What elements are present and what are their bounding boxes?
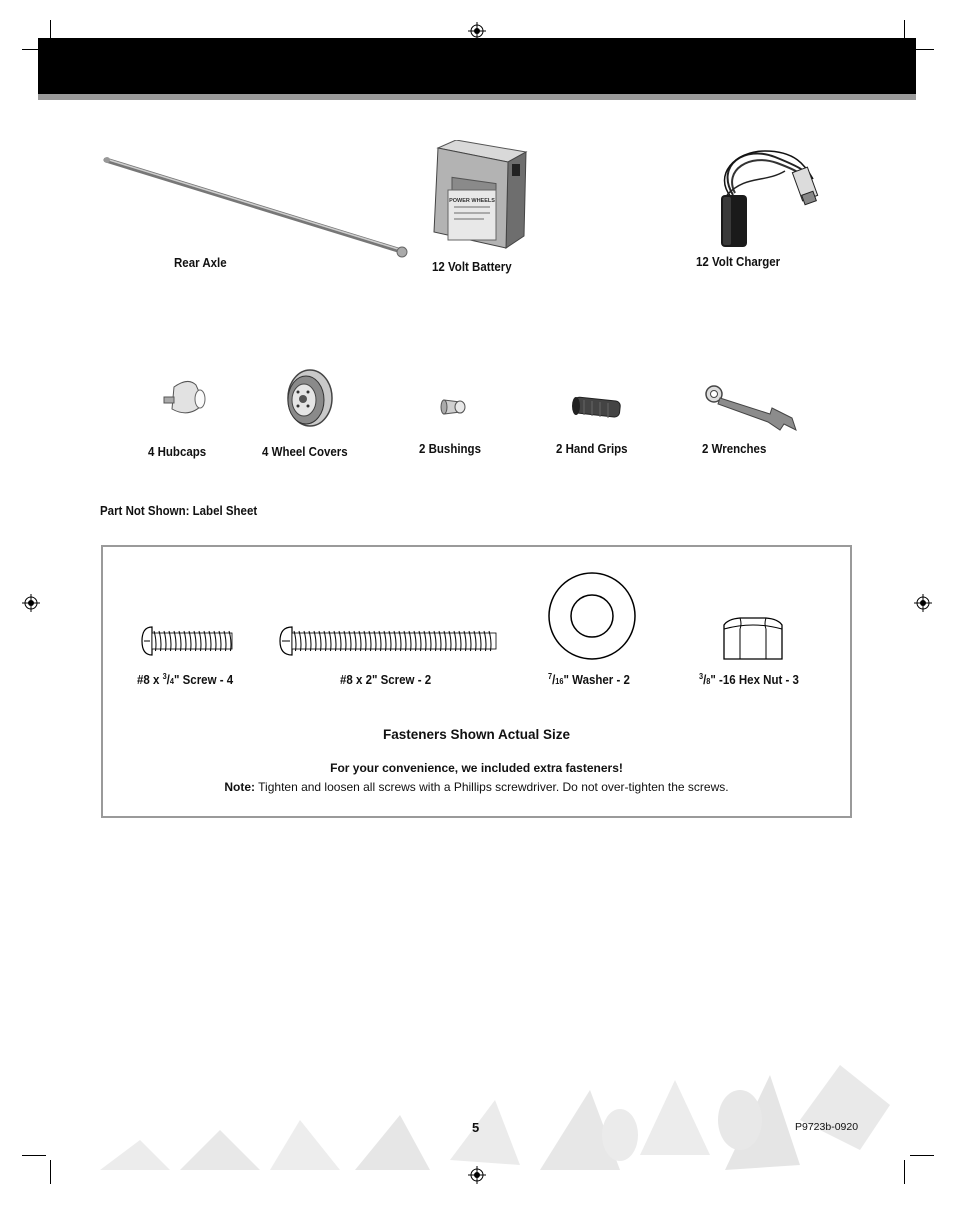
wheel-cover-illustration bbox=[276, 368, 336, 430]
hand-grips-label: 2 Hand Grips bbox=[556, 442, 628, 456]
short-screw-label: #8 x $^3$/4" Screw - 4 bbox=[137, 671, 234, 687]
charger-label: 12 Volt Charger bbox=[696, 255, 781, 269]
note-label: Note: bbox=[224, 780, 256, 794]
bushing-illustration bbox=[438, 394, 470, 420]
hex-nut-illustration bbox=[720, 615, 786, 661]
header-bar-shadow bbox=[38, 94, 916, 100]
wheel-covers-label: 4 Wheel Covers bbox=[262, 445, 348, 459]
battery-label-text: POWER WHEELS bbox=[449, 198, 495, 204]
washer-illustration bbox=[547, 571, 637, 661]
hex-nut-label: $^3$/8" -16 Hex Nut - 3 bbox=[699, 671, 799, 687]
hubcap-illustration bbox=[160, 375, 210, 420]
fasteners-title: Fasteners Shown Actual Size bbox=[382, 727, 571, 742]
short-screw-illustration bbox=[140, 624, 236, 658]
battery-illustration bbox=[428, 140, 528, 250]
part-not-shown-note: Part Not Shown: Label Sheet bbox=[100, 504, 258, 518]
washer-label: $^7$/16" Washer - 2 bbox=[548, 671, 630, 687]
hand-grip-illustration bbox=[568, 392, 624, 424]
long-screw-label: #8 x 2" Screw - 2 bbox=[340, 673, 432, 687]
registration-mark-right bbox=[914, 594, 932, 612]
footer-decorative-pattern bbox=[100, 1060, 916, 1170]
bushings-label: 2 Bushings bbox=[419, 442, 481, 456]
battery-label: 12 Volt Battery bbox=[432, 260, 512, 274]
document-code: P9723b-0920 bbox=[795, 1121, 859, 1133]
fasteners-convenience-note: For your convenience, we included extra fasteners! bbox=[330, 761, 623, 775]
rear-axle-label: Rear Axle bbox=[174, 256, 227, 270]
registration-mark-left bbox=[22, 594, 40, 612]
fasteners-tightening-note bbox=[103, 780, 850, 794]
charger-illustration bbox=[705, 135, 835, 253]
long-screw-illustration bbox=[278, 624, 500, 658]
header-bar bbox=[38, 38, 916, 94]
page-number: 5 bbox=[472, 1120, 480, 1135]
wrenches-label: 2 Wrenches bbox=[702, 442, 767, 456]
wrench-illustration bbox=[700, 384, 800, 438]
note-text: Tighten and loosen all screws with a Phillips screwdriver. Do not over-tighten the screws. bbox=[255, 780, 729, 794]
hubcaps-label: 4 Hubcaps bbox=[148, 445, 207, 459]
rear-axle-illustration bbox=[100, 150, 420, 268]
